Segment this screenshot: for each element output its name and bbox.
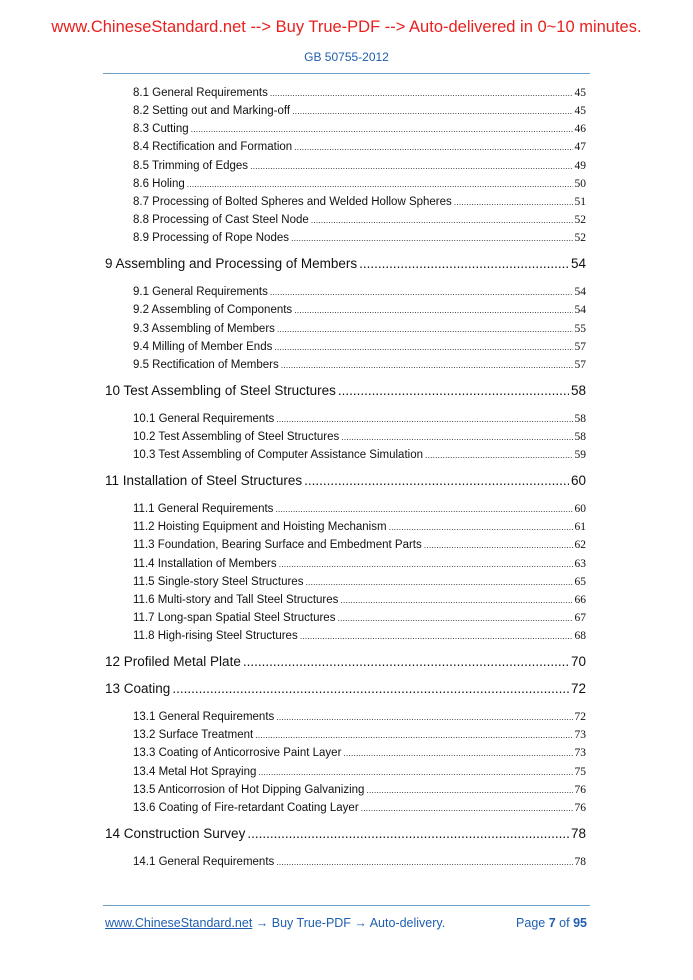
toc-label: 11 Installation of Steel Structures <box>105 473 303 489</box>
toc-section[interactable] <box>133 612 586 624</box>
toc-label: 9 Assembling and Processing of Members <box>105 256 358 272</box>
toc-page-number: 55 <box>574 322 586 335</box>
toc-leader-dots <box>243 654 569 669</box>
toc-section[interactable] <box>133 431 586 443</box>
toc-section[interactable] <box>133 341 586 353</box>
toc-leader-dots <box>276 414 572 424</box>
toc-leader-dots <box>366 785 572 795</box>
toc-chapter[interactable] <box>105 473 586 488</box>
toc-leader-dots <box>250 161 572 171</box>
toc-label: 8.5 Trimming of Edges <box>133 159 249 172</box>
toc-label: 8.9 Processing of Rope Nodes <box>133 232 289 245</box>
toc-page-number: 75 <box>574 765 586 778</box>
toc-leader-dots <box>424 540 573 550</box>
toc-section[interactable] <box>133 232 586 244</box>
header-divider <box>103 73 590 74</box>
toc-leader-dots <box>304 473 569 488</box>
footer-link-suffix: → Buy True-PDF → Auto-delivery. <box>252 916 446 930</box>
toc-leader-dots <box>270 88 573 98</box>
toc-label: 11.4 Installation of Members <box>133 557 277 570</box>
toc-label: 13.4 Metal Hot Spraying <box>133 765 257 778</box>
toc-leader-dots <box>279 559 573 569</box>
toc-leader-dots <box>294 305 572 315</box>
toc-leader-dots <box>276 857 572 867</box>
standard-code: GB 50755-2012 <box>304 50 389 64</box>
toc-label: 13.1 General Requirements <box>133 711 275 724</box>
toc-section[interactable] <box>133 729 586 741</box>
toc-page-number: 45 <box>574 105 586 118</box>
toc-section[interactable] <box>133 214 586 226</box>
toc-leader-dots <box>294 142 572 152</box>
toc-leader-dots <box>270 287 573 297</box>
toc-page-number: 72 <box>570 681 586 697</box>
toc-section[interactable] <box>133 286 586 298</box>
toc-label: 11.3 Foundation, Bearing Surface and Embedment Parts <box>133 539 422 552</box>
toc-page-number: 78 <box>574 855 586 868</box>
toc-section[interactable] <box>133 413 586 425</box>
toc-section[interactable] <box>133 304 586 316</box>
toc-label: 10.2 Test Assembling of Steel Structures <box>133 430 340 443</box>
toc-label: 10.3 Test Assembling of Computer Assistance Simulation <box>133 449 423 462</box>
toc-page-number: 54 <box>570 256 586 272</box>
toc-leader-dots <box>187 179 573 189</box>
toc-label: 8.3 Cutting <box>133 123 189 136</box>
toc-section[interactable] <box>133 594 586 606</box>
page-current: 7 <box>548 916 556 930</box>
toc-section[interactable] <box>133 359 586 371</box>
toc-section[interactable] <box>133 856 586 868</box>
toc-page-number: 52 <box>574 232 586 245</box>
toc-chapter[interactable] <box>105 256 586 271</box>
toc-label: 11.8 High-rising Steel Structures <box>133 630 298 643</box>
toc-label: 13.2 Surface Treatment <box>133 729 254 742</box>
toc-page-number: 65 <box>574 575 586 588</box>
toc-page-number: 59 <box>574 449 586 462</box>
toc-page-number: 62 <box>574 539 586 552</box>
toc-page-number: 45 <box>574 87 586 99</box>
toc-section[interactable] <box>133 539 586 551</box>
toc-section[interactable] <box>133 178 586 190</box>
toc-page-number: 78 <box>570 825 586 841</box>
toc-leader-dots <box>305 577 572 587</box>
toc-leader-dots <box>389 522 573 532</box>
toc-page-number: 49 <box>574 159 586 172</box>
toc-label: 13.6 Coating of Fire-retardant Coating Layer <box>133 801 359 814</box>
toc-page-number: 58 <box>574 430 586 443</box>
promo-banner[interactable]: www.ChineseStandard.net --> Buy True-PDF --> Auto-delivered in 0~10 minutes. <box>51 18 642 36</box>
toc-label: 9.5 Rectification of Members <box>133 358 279 371</box>
toc-section[interactable] <box>133 160 586 172</box>
toc-page-number: 51 <box>574 195 586 208</box>
toc-label: 13 Coating <box>105 681 171 697</box>
toc-label: 12 Profiled Metal Plate <box>105 654 241 670</box>
toc-page-number: 70 <box>570 654 586 670</box>
toc-page-number: 60 <box>570 473 586 489</box>
toc-section[interactable] <box>133 123 586 135</box>
toc-leader-dots <box>291 233 573 243</box>
toc-section[interactable] <box>133 521 586 533</box>
toc-leader-dots <box>281 360 573 370</box>
toc-section[interactable] <box>133 87 586 99</box>
toc-page-number: 52 <box>574 214 586 227</box>
footer-links <box>105 916 445 930</box>
toc-leader-dots <box>361 803 573 813</box>
toc-label: 10 Test Assembling of Steel Structures <box>105 382 336 398</box>
toc-label: 8.2 Setting out and Marking-off <box>133 105 291 118</box>
toc-page-number: 47 <box>574 141 586 154</box>
toc-label: 9.2 Assembling of Components <box>133 304 293 317</box>
toc-leader-dots <box>172 681 569 696</box>
toc-page-number: 50 <box>574 177 586 190</box>
toc-leader-dots <box>338 383 569 398</box>
toc-section[interactable] <box>133 105 586 117</box>
toc-leader-dots <box>311 215 573 225</box>
toc-page-number: 57 <box>574 358 586 371</box>
toc-page-number: 46 <box>574 123 586 136</box>
toc-page-number: 76 <box>574 801 586 814</box>
page-indicator <box>516 916 587 930</box>
toc-leader-dots <box>425 450 573 460</box>
toc-label: 11.1 General Requirements <box>133 503 274 516</box>
toc-leader-dots <box>343 748 572 758</box>
toc-label: 11.2 Hoisting Equipment and Hoisting Mechanism <box>133 521 387 534</box>
toc-leader-dots <box>255 730 572 740</box>
toc-page-number: 60 <box>574 503 586 516</box>
toc-leader-dots <box>337 613 572 623</box>
toc-label: 11.6 Multi-story and Tall Steel Structures <box>133 593 339 606</box>
toc-leader-dots <box>454 197 573 207</box>
toc-leader-dots <box>340 595 572 605</box>
toc-page-number: 73 <box>574 747 586 760</box>
toc-label: 14.1 General Requirements <box>133 855 275 868</box>
toc-label: 13.3 Coating of Anticorrosive Paint Layer <box>133 747 342 760</box>
toc-leader-dots <box>276 712 572 722</box>
toc-label: 8.7 Processing of Bolted Spheres and Welded Hollow Spheres <box>133 195 452 208</box>
toc-page-number: 66 <box>574 593 586 606</box>
toc-chapter[interactable] <box>105 681 586 696</box>
toc-leader-dots <box>247 826 569 841</box>
toc-label: 9.4 Milling of Member Ends <box>133 340 273 353</box>
toc-leader-dots <box>274 342 572 352</box>
toc-label: 8.8 Processing of Cast Steel Node <box>133 214 309 227</box>
toc-section[interactable] <box>133 558 586 570</box>
toc-section[interactable] <box>133 784 586 796</box>
toc-section[interactable] <box>133 323 586 335</box>
toc-page-number: 67 <box>574 612 586 624</box>
toc-page-number: 63 <box>574 557 586 570</box>
toc-label: 8.4 Rectification and Formation <box>133 141 293 154</box>
toc-section[interactable] <box>133 630 586 642</box>
toc-label: 13.5 Anticorrosion of Hot Dipping Galvanizing <box>133 783 365 796</box>
toc-chapter[interactable] <box>105 383 586 398</box>
page-total: 95 <box>573 916 587 930</box>
toc-section[interactable] <box>133 503 586 515</box>
page-word: Page <box>516 916 546 930</box>
toc-leader-dots <box>359 256 569 271</box>
toc-leader-dots <box>292 106 572 116</box>
toc-page-number: 54 <box>574 286 586 299</box>
footer-site-link[interactable]: www.ChineseStandard.net <box>105 916 253 930</box>
toc-section[interactable] <box>133 747 586 759</box>
toc-page-number: 72 <box>574 711 586 724</box>
toc-leader-dots <box>341 432 572 442</box>
toc-label: 8.1 General Requirements <box>133 87 268 99</box>
toc-leader-dots <box>277 324 573 334</box>
toc-leader-dots <box>258 767 572 777</box>
toc-section[interactable] <box>133 141 586 153</box>
toc-label: 11.7 Long-span Spatial Steel Structures <box>133 612 336 624</box>
footer-divider <box>103 905 590 906</box>
toc-label: 11.5 Single-story Steel Structures <box>133 575 304 588</box>
toc-page-number: 58 <box>570 382 586 398</box>
toc-page-number: 61 <box>574 521 586 534</box>
toc-page-number: 76 <box>574 783 586 796</box>
toc-leader-dots <box>300 631 573 641</box>
toc-section[interactable] <box>133 576 586 588</box>
toc-section[interactable] <box>133 196 586 208</box>
toc-chapter[interactable] <box>105 654 586 669</box>
toc-page-number: 58 <box>574 412 586 425</box>
footer <box>105 916 587 930</box>
toc-chapter[interactable] <box>105 826 586 841</box>
toc-label: 8.6 Holing <box>133 177 185 190</box>
toc-page-number: 57 <box>574 340 586 353</box>
toc-section[interactable] <box>133 449 586 461</box>
toc-label: 10.1 General Requirements <box>133 412 275 425</box>
toc-page-number: 68 <box>574 630 586 643</box>
toc-section[interactable] <box>133 802 586 814</box>
toc-section[interactable] <box>133 711 586 723</box>
toc-label: 14 Construction Survey <box>105 825 246 841</box>
toc-leader-dots <box>275 504 572 514</box>
toc-page-number: 73 <box>574 729 586 742</box>
toc-label: 9.1 General Requirements <box>133 286 268 299</box>
toc-leader-dots <box>191 124 573 134</box>
toc-label: 9.3 Assembling of Members <box>133 322 275 335</box>
page-of: of <box>559 916 570 930</box>
toc-page-number: 54 <box>574 304 586 317</box>
toc-section[interactable] <box>133 766 586 778</box>
